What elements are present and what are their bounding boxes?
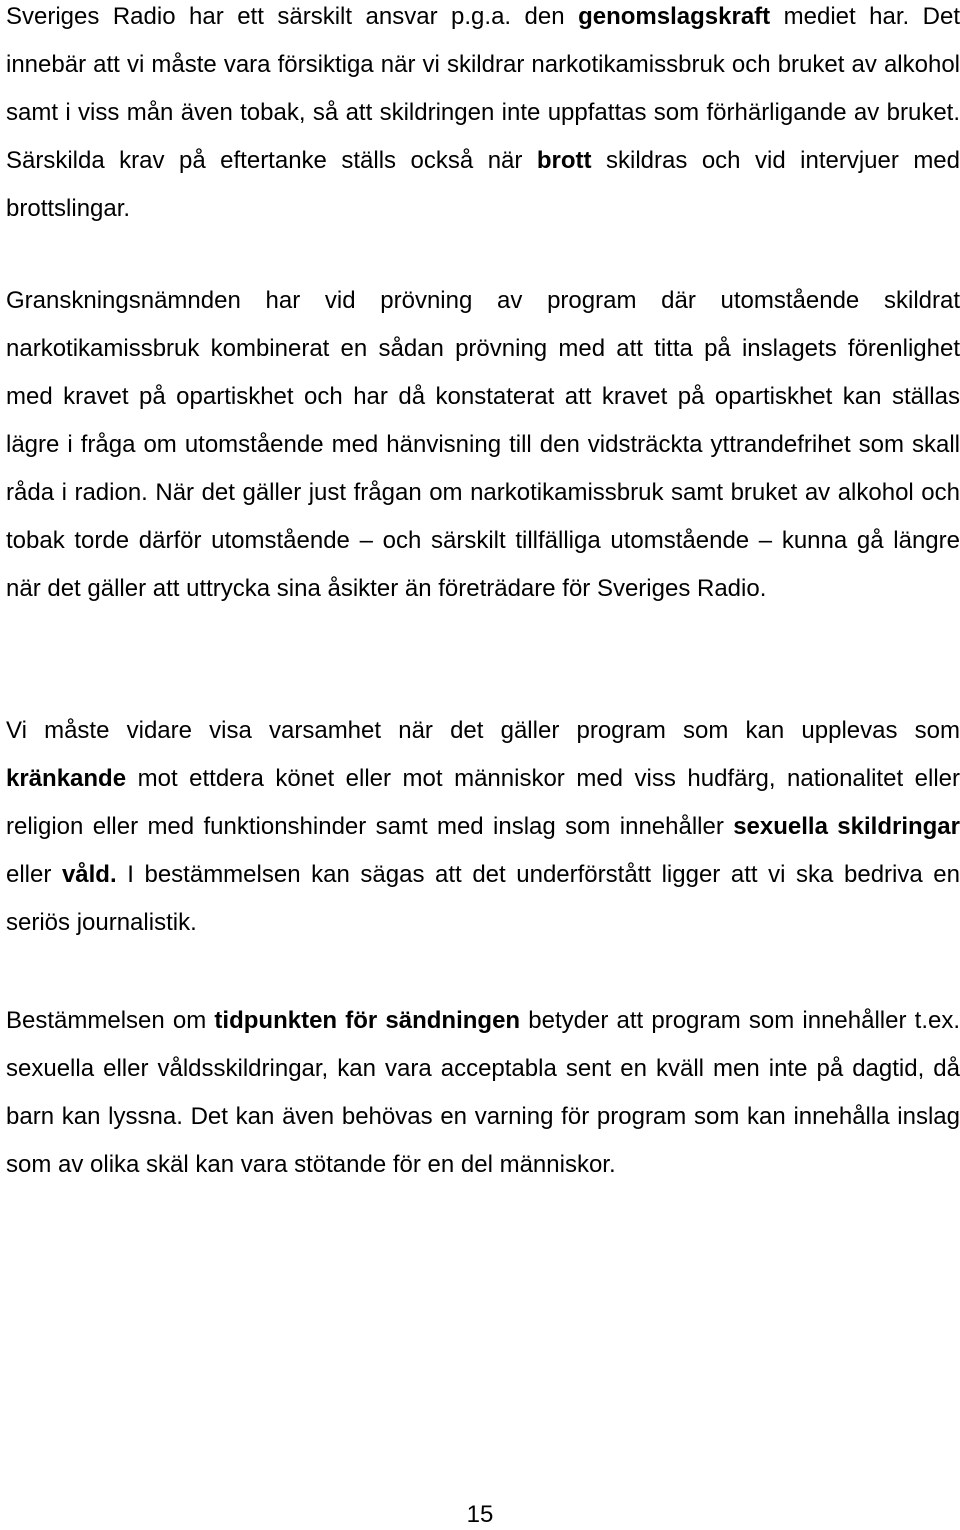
paragraph-offensive-content	[6, 707, 960, 947]
bold-term-sexuella-skildringar: sexuella skildringar	[733, 813, 960, 840]
bold-term-vald: våld.	[61, 861, 117, 888]
text-segment: Granskningsnämnden har vid prövning av program där utomstående skildrat narkotikamissbruk kombinerat en sådan prövning med att titta på inslagets förenlighet med kravet på opartiskhet och har då konstaterat att kravet på opartiskhet kan ställas lägre i fråga om utomstående med hänvisning till den vidsträckta yttrandefrihet som skall råda i radion. När det gäller just frågan om narkotikamissbruk samt bruket av alkohol och tobak torde därför utomstående – och särskilt tillfälliga utomstående – kunna gå längre när det gäller att uttrycka sina åsikter än företrädare för Sveriges Radio.	[6, 287, 960, 602]
paragraph-broadcast-time	[6, 997, 960, 1189]
bold-term-tidpunkten: tidpunkten för sändningen	[214, 1007, 521, 1034]
text-segment: Vi måste vidare visa varsamhet när det gäller program som kan upplevas som	[6, 717, 960, 744]
text-segment: Bestämmelsen om	[6, 1007, 215, 1034]
text-segment: mediet har. Det innebär att vi måste vara försiktiga när vi skildrar narkotikamissbruk och bruket av alkohol samt i viss mån även tobak, så att skildringen inte uppfattas som förhärligande av bruket. Särskilda krav på eftertanke ställs också när	[6, 3, 960, 174]
bold-term-krankande: kränkande	[6, 765, 127, 792]
text-segment: mot ettdera könet eller mot människor med viss hudfärg, nationalitet eller religion eller med funktionshinder samt med inslag som innehåller	[6, 765, 960, 840]
text-segment: Sveriges Radio har ett särskilt ansvar p.g.a. den	[6, 3, 579, 30]
text-segment: I bestämmelsen kan sägas att det underförstått ligger att vi ska bedriva en seriös journalistik.	[6, 861, 960, 936]
text-segment: betyder att program som innehåller t.ex. sexuella eller våldsskildringar, kan vara acceptabla sent en kväll men inte på dagtid, då barn kan lyssna. Det kan även behövas en varning för program som kan innehålla inslag som av olika skäl kan vara stötande för en del människor.	[6, 1007, 960, 1178]
bold-term-genomslagskraft: genomslagskraft	[578, 3, 771, 30]
bold-term-brott: brott	[536, 147, 592, 174]
paragraph-broadcast-responsibility	[6, 0, 960, 233]
text-segment: skildras och vid intervjuer med brottslingar.	[6, 147, 960, 222]
text-segment: eller	[6, 861, 62, 888]
page-number: 15	[466, 1501, 494, 1528]
paragraph-review-board	[6, 277, 960, 613]
